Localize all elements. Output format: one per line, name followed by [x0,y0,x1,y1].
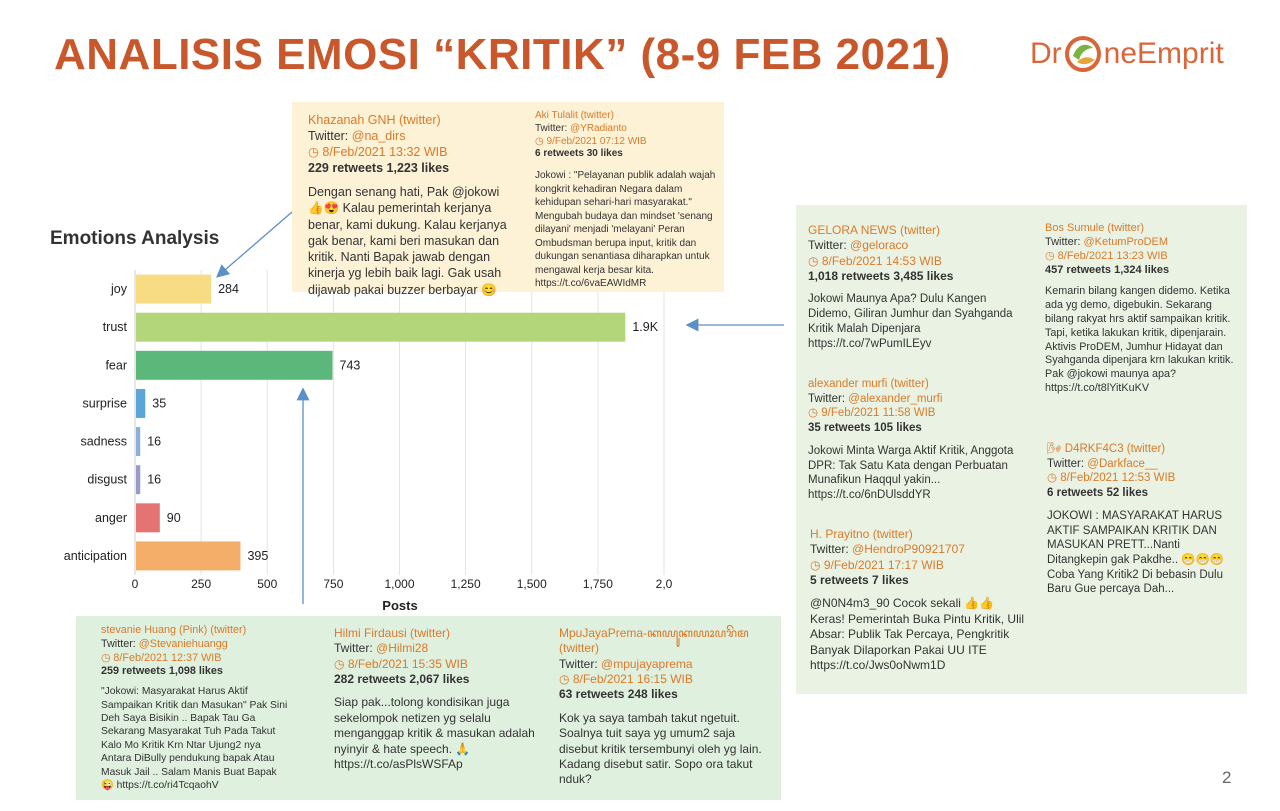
tweet-date[interactable]: 8/Feb/2021 16:15 WIB [572,672,693,687]
tweet-d4rkf4c3 [1047,442,1243,597]
tweet-khazanah [308,112,513,298]
tweet-stats: 35 retweets 105 likes [808,422,922,435]
tweet-bos-sumule [1045,221,1243,396]
tweet-stats: 6 retweets 30 likes [535,148,623,160]
x-tick-label: 250 [191,577,212,591]
clock-icon: ◷ [308,145,323,159]
value-label-joy: 284 [218,282,239,297]
handle-label: Twitter: [808,392,849,405]
x-tick-label: 750 [323,577,344,591]
tweet-handle[interactable]: @KetumProDEM [1083,236,1169,249]
tweet-stevanie [101,624,291,792]
fear-tweets-panel [76,616,781,800]
clock-icon: ◷ [1045,250,1058,263]
tweet-author[interactable]: stevanie Huang (Pink) (twitter) [101,624,247,636]
logo-text-part1: Dr [1030,37,1062,70]
x-tick-label: 500 [257,577,278,591]
tweet-text: Kemarin bilang kangen didemo. Ketika ada yg demo, digebukin. Sekarang bilang rakyat hrs aktif sampaikan kritik. Tapi, ketika lakukan kritik, dipenjarain. Aktivis ProDEM, Jumhur Hidayat dan Syahganda dipenjara krn lakukan kritik. Pak @jokowi maunya apa? https://t.co/t8lYitKuKV [1045,285,1234,394]
value-label-anger: 90 [166,510,181,525]
tweet-stats: 229 retweets 1,223 likes [308,161,450,175]
category-label-fear: fear [105,358,127,373]
category-label-anticipation: anticipation [63,548,127,563]
tweet-date[interactable]: 9/Feb/2021 11:58 WIB [821,407,936,420]
tweet-text: JOKOWI : MASYARAKAT HARUS AKTIF SAMPAIKAN KRITIK DAN MASUKAN PRETT...Nanti Ditangkepin gak Pakdhe.. 😁😁😁 Coba Yang Kritik2 Di bebasin Dulu Baru Gue percaya Dah... [1047,509,1225,596]
tweet-hilmi [334,626,552,772]
tweet-handle[interactable]: @HendroP90921707 [852,542,965,557]
tweet-stats: 282 retweets 2,067 likes [334,672,470,687]
x-tick-label: 1,750 [582,577,613,591]
trust-tweets-panel [796,205,1247,694]
tweet-text: Jokowi Minta Warga Aktif Kritik, Anggota DPR: Tak Satu Kata dengan Perbuatan Munafikun Haqqul yakin... https://t.co/6nDUlsddYR [808,444,1014,502]
tweet-text: Dengan senang hati, Pak @jokowi 👍😍 Kalau pemerintah kerjanya benar, kami dukung. Kalau kerjanya gak benar, kami beri masukan dan kritik. Nanti Bapak jawab dengan kinerja yg lebih baik lagi. Gak usah dijawab pakai buzzer berbayar 😊 [308,185,507,297]
clock-icon: ◷ [535,135,547,147]
tweet-stats: 6 retweets 52 likes [1047,487,1149,500]
tweet-handle[interactable]: @na_dirs [351,129,406,143]
tweet-stats: 1,018 retweets 3,485 likes [808,269,954,284]
tweet-prayitno [810,527,1025,673]
tweet-date[interactable]: 8/Feb/2021 12:53 WIB [1060,472,1176,485]
joy-tweets-panel [292,102,724,297]
x-tick-label: 0 [131,577,139,591]
tweet-author[interactable]: Khazanah GNH (twitter) [308,113,441,127]
slide-title: ANALISIS EMOSI “KRITIK” (8-9 FEB 2021) [54,30,951,79]
clock-icon: ◷ [810,557,824,572]
value-label-surprise: 35 [152,396,167,411]
tweet-handle[interactable]: @Darkface__ [1087,457,1158,470]
tweet-aki [535,110,719,291]
tweet-alexander [808,377,1023,503]
tweet-author[interactable]: Aki Tulalit (twitter) [535,110,614,121]
tweet-date[interactable]: 9/Feb/2021 17:17 WIB [823,557,944,572]
chart-title: Emotions Analysis [50,228,220,249]
tweet-author[interactable]: H. Prayitno (twitter) [810,527,913,541]
value-label-disgust: 16 [147,472,162,487]
category-label-trust: trust [102,320,127,335]
tweet-stats: 259 retweets 1,098 likes [101,665,223,678]
tweet-author[interactable]: Bos Sumule (twitter) [1045,222,1145,234]
tweet-text: Jokowi Maunya Apa? Dulu Kangen Didemo, Giliran Jumhur dan Syahganda Kritik Malah Dipenjara https://t.co/7wPumILEyv [808,293,1013,350]
tweet-handle[interactable]: @YRadianto [570,122,627,134]
category-label-disgust: disgust [87,472,127,487]
handle-label: Twitter: [334,641,377,656]
handle-label: Twitter: [810,542,853,557]
clock-icon: ◷ [1047,472,1061,485]
x-tick-label: 1,000 [384,577,415,591]
value-label-trust: 1.9K [632,320,659,335]
handle-label: Twitter: [535,122,571,134]
tweet-mpujayaprema [559,626,777,788]
category-label-sadness: sadness [80,434,127,449]
value-label-sadness: 16 [147,434,162,449]
tweet-text: Jokowi : "Pelayanan publik adalah wajah kongkrit kehadiran Negara dalam kehidupan sehari-hari masyarakat." Mengubah budaya dan mindset 'senang dilayani' menjadi 'melayani' Peran Ombudsman berupa input, kritik dan dukungan senantiasa diharapkan untuk mengawal kerja besar kita. https://t.co/6vaEAWIdMR [535,170,716,290]
category-label-surprise: surprise [82,396,127,411]
tweet-gelora [808,223,1023,351]
handle-label: Twitter: [808,238,851,253]
clock-icon: ◷ [808,253,822,268]
tweet-text: @N0N4m3_90 Cocok sekali 👍👍 Keras! Pemerintah Buka Pintu Kritik, Ulil Absar: Publik Tak Percaya, Pengkritik Banyak Dilaporkan Pakai UU ITE https://t.co/Jws0oNwm1D [810,596,1025,672]
tweet-handle[interactable]: @mpujayaprema [601,656,693,671]
tweet-handle[interactable]: @geloraco [850,238,909,253]
handle-label: Twitter: [1045,236,1084,249]
handle-label: Twitter: [1047,457,1088,470]
tweet-author[interactable]: Hilmi Firdausi (twitter) [334,626,451,640]
tweet-text: Kok ya saya tambah takut ngetuit. Soalnya tuit saya yg umum2 saja disebut kritik tersembunyi oleh yg lain. Kadang disebut satir. Sopo ora takut nduk? [559,710,762,787]
clock-icon: ◷ [101,651,114,664]
tweet-stats: 5 retweets 7 likes [810,573,909,588]
tweet-date[interactable]: 8/Feb/2021 14:53 WIB [821,253,942,268]
x-tick-label: 1,250 [450,577,481,591]
tweet-handle[interactable]: @Hilmi28 [376,641,429,656]
handle-label: Twitter: [308,129,352,143]
clock-icon: ◷ [559,672,573,687]
tweet-date[interactable]: 9/Feb/2021 07:12 WIB [546,135,647,147]
tweet-handle[interactable]: @alexander_murfi [848,392,943,405]
category-label-joy: joy [111,282,127,297]
category-label-anger: anger [95,510,127,525]
tweet-handle[interactable]: @Stevaniehuangg [138,637,228,650]
handle-label: Twitter: [559,656,602,671]
tweet-date[interactable]: 8/Feb/2021 13:23 WIB [1057,250,1168,263]
x-axis-title: Posts [382,598,418,613]
tweet-author[interactable]: 🌬 D4RKF4C3 (twitter) [1047,443,1166,455]
tweet-text: "Jokowi: Masyarakat Harus Aktif Sampaikan Kritik dan Masukan" Pak Sini Deh Saya Bisikin .. Bapak Tau Ga Sekarang Masyarakat Tuh Pada Takut Kalo Mo Kritik Krn Ntar Ujung2 nya Antara DiBully pendukung bapak Atau Masuk Jail .. Salam Manis Buat Bapak 😜 https://t.co/ri4TcqaohV [101,686,288,791]
tweet-stats: 63 retweets 248 likes [559,687,678,702]
x-tick-label: 2,0 [655,577,673,591]
handle-label: Twitter: [101,637,139,650]
tweet-text: Siap pak...tolong kondisikan juga sekelompok netizen yg selalu menganggap kritik & masukan adalah nyinyir & hate speech. 🙏 https://t.co/asPlsWSFAp [334,695,535,771]
clock-icon: ◷ [334,656,348,671]
tweet-date[interactable]: 8/Feb/2021 12:37 WIB [113,651,222,664]
tweet-date[interactable]: 8/Feb/2021 15:35 WIB [347,656,468,671]
value-label-fear: 743 [339,358,361,373]
clock-icon: ◷ [808,407,822,420]
tweet-author[interactable]: alexander murfi (twitter) [808,378,929,390]
tweet-author[interactable]: GELORA NEWS (twitter) [808,223,941,237]
logo-text-part2: neEmprit [1103,37,1224,70]
arrow-to-joy [218,212,292,276]
tweet-author[interactable]: MpuJayaPrema-ꦏꦪꦸꦏꦪꦴꦥꦫꦼꦩ (twitter) [559,626,749,656]
value-label-anticipation: 395 [247,548,269,563]
page-number: 2 [1222,768,1232,787]
x-tick-label: 1,500 [516,577,547,591]
tweet-stats: 457 retweets 1,324 likes [1045,264,1170,277]
tweet-date[interactable]: 8/Feb/2021 13:32 WIB [322,145,448,159]
